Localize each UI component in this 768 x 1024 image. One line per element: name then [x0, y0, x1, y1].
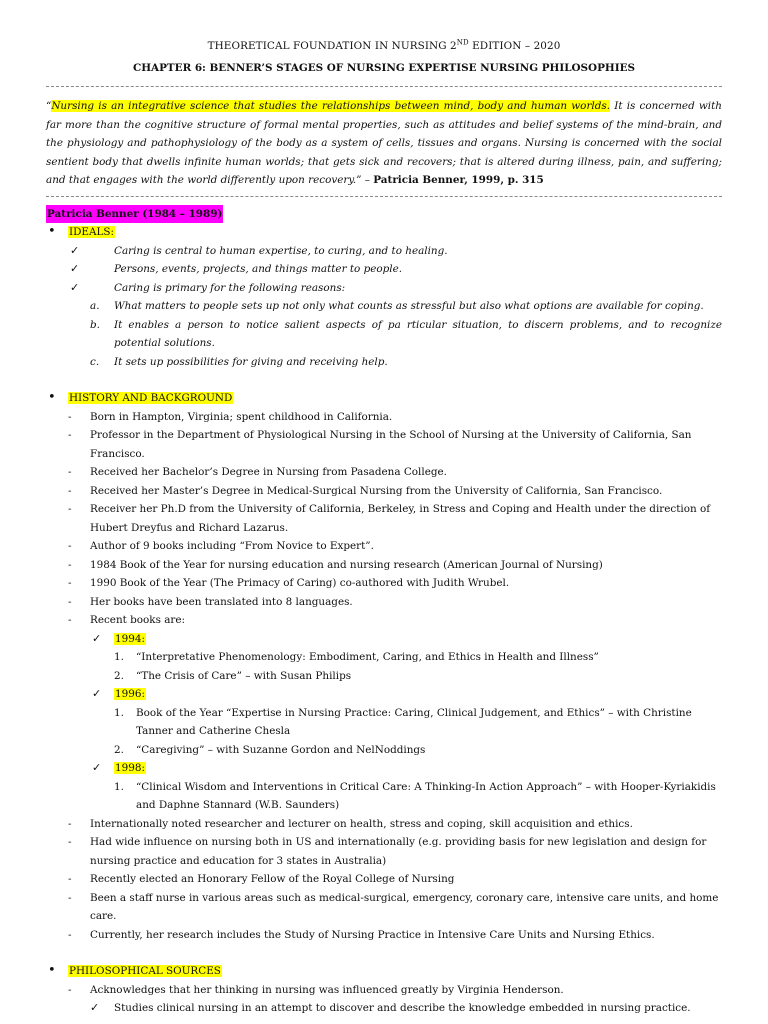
list-item-text: Caring is central to human expertise, to curing, and to healing.	[114, 244, 448, 257]
list-item-text: Recent books are:	[90, 614, 186, 627]
number-marker: 1.	[114, 780, 124, 793]
dash-marker: -	[68, 484, 72, 497]
list-item	[46, 741, 722, 760]
list-item	[46, 463, 722, 482]
list-item-text: Acknowledges that her thinking in nursing was influenced greatly by Virginia Henderson.	[90, 983, 564, 996]
dash-marker: -	[68, 891, 72, 904]
philosophical-section	[46, 962, 722, 981]
list-item: ✓ Studies clinical nursing in an attempt to discover and describe the knowledge embedded in nursing practice.	[46, 999, 722, 1018]
document-title: THEORETICAL FOUNDATION IN NURSING 2ND EDITION – 2020	[207, 38, 561, 52]
list-item	[46, 833, 722, 870]
list-item	[46, 482, 722, 501]
check-icon: ✓	[92, 687, 102, 701]
list-item	[46, 926, 722, 945]
list-item	[46, 408, 722, 427]
check-icon: ✓	[92, 761, 102, 775]
list-item-text: Her books have been translated into 8 languages.	[90, 595, 353, 608]
check-icon: ✓	[70, 243, 80, 257]
number-marker: 1.	[114, 706, 124, 719]
dash-marker: -	[68, 429, 72, 442]
number-marker: 2.	[114, 669, 124, 682]
list-item	[46, 242, 722, 261]
list-item-text: Book of the Year “Expertise in Nursing Practice: Caring, Clinical Judgement, and Ethics” – with Christine Tanner and Catherine Chesla	[136, 706, 692, 738]
dash-marker: -	[68, 817, 72, 830]
list-item-text: Had wide influence on nursing both in US and internationally (e.g. providing basis for new legislation and design for nursing practice and education for 3 states in Australia)	[90, 836, 707, 867]
list-item	[46, 279, 722, 298]
dash-marker: -	[68, 410, 72, 423]
list-marker: a.	[90, 300, 100, 313]
dash-marker: -	[68, 540, 72, 553]
list-item-text: Recently elected an Honorary Fellow of the Royal College of Nursing	[90, 873, 455, 886]
dash-marker: -	[68, 558, 72, 571]
divider	[46, 196, 722, 197]
quote-highlight: Nursing is an integrative science that studies the relationships between mind, body and human worlds.	[51, 100, 611, 112]
benner-quote: “Nursing is an integrative science that studies the relationships between mind, body and human worlds. It is concerned with far more than the cognitive structure of formal mental properties, such as attitudes and belief systems of the mind-brain, and the physiology and pathophysiology of the body as a system of cells, tissues and organs. Nursing is concerned with the social sentient body that dwells infinite human worlds; that gets sick and recovers; that is altered during illness, pain, and suffering; and that engages with the world differently upon recovery.” – Patricia Benner, 1999, p. 315	[46, 100, 722, 187]
dash-marker: -	[68, 873, 72, 886]
number-marker: 1.	[114, 651, 124, 664]
list-item	[46, 574, 722, 593]
divider	[46, 86, 722, 87]
list-item	[46, 556, 722, 575]
list-item	[46, 316, 722, 353]
list-item	[46, 537, 722, 556]
list-item-text: 1990 Book of the Year (The Primacy of Caring) co-authored with Judith Wrubel.	[90, 577, 510, 590]
ideals-section	[46, 223, 722, 242]
list-item-text: Professor in the Department of Physiological Nursing in the School of Nursing at the University of California, San Francisco.	[90, 429, 692, 460]
dash-marker: -	[68, 836, 72, 849]
list-item-text: “Interpretative Phenomenology: Embodiment, Caring, and Ethics in Health and Illness”	[136, 651, 599, 664]
list-item	[46, 778, 722, 815]
list-item-text: It sets up possibilities for giving and receiving help.	[114, 355, 388, 368]
check-icon: ✓	[70, 280, 80, 294]
list-item	[46, 260, 722, 279]
bullet-icon: •	[48, 224, 56, 240]
list-item	[46, 648, 722, 667]
list-item	[46, 353, 722, 372]
year-label: 1998:	[115, 762, 145, 775]
list-item	[46, 981, 722, 1000]
list-item	[46, 426, 722, 463]
check-icon: ✓	[90, 1001, 100, 1015]
list-item	[46, 500, 722, 537]
list-item-text: What matters to people sets up not only what counts as stressful but also what options are available for coping.	[114, 300, 704, 313]
history-heading: HISTORY AND BACKGROUND	[69, 392, 233, 405]
year-label: 1994:	[115, 632, 145, 645]
list-item	[46, 889, 722, 926]
ideals-heading: IDEALS:	[69, 226, 115, 239]
list-item	[46, 815, 722, 834]
number-marker: 2.	[114, 743, 124, 756]
dash-marker: -	[68, 614, 72, 627]
bullet-icon: •	[48, 963, 56, 979]
year-item	[46, 759, 722, 778]
list-item	[46, 611, 722, 630]
list-item-text: Currently, her research includes the Study of Nursing Practice in Intensive Care Units and Nursing Ethics.	[90, 928, 655, 941]
list-item	[46, 667, 722, 686]
check-icon: ✓	[92, 631, 102, 645]
person-heading: Patricia Benner (1984 – 1989)	[46, 205, 223, 224]
list-item-text: Born in Hampton, Virginia; spent childhood in California.	[90, 410, 393, 423]
list-item-text: 1984 Book of the Year for nursing education and nursing research (American Journal of Nursing)	[90, 558, 603, 571]
dash-marker: -	[68, 503, 72, 516]
list-item-text: Internationally noted researcher and lecturer on health, stress and coping, skill acquisition and ethics.	[90, 817, 633, 830]
list-item	[46, 297, 722, 316]
dash-marker: -	[68, 466, 72, 479]
list-item-text: Author of 9 books including “From Novice to Expert”.	[90, 540, 374, 553]
list-item-text: “Clinical Wisdom and Interventions in Critical Care: A Thinking-In Action Approach” – with Hooper-Kyriakidis and Daphne Stannard (W.B. Saunders)	[136, 780, 716, 812]
list-item	[46, 870, 722, 889]
list-item-text: Received her Bachelor’s Degree in Nursing from Pasadena College.	[90, 466, 447, 479]
list-item-text: Received her Master’s Degree in Medical-Surgical Nursing from the University of California, San Francisco.	[90, 484, 663, 497]
dash-marker: -	[68, 577, 72, 590]
chapter-title: CHAPTER 6: BENNER’S STAGES OF NURSING EXPERTISE NURSING PHILOSOPHIES	[132, 62, 636, 74]
list-item-text: Receiver her Ph.D from the University of California, Berkeley, in Stress and Coping and Health under the direction of Hubert Dreyfus and Richard Lazarus.	[90, 503, 711, 534]
list-item-text: “The Crisis of Care” – with Susan Philips	[136, 669, 352, 682]
history-section	[46, 389, 722, 408]
dash-marker: -	[68, 983, 72, 996]
list-item-text: “Caregiving” – with Suzanne Gordon and NelNoddings	[136, 743, 426, 756]
bullet-icon: •	[48, 390, 56, 406]
list-item-text: Persons, events, projects, and things matter to people.	[114, 263, 403, 276]
list-item-text: It enables a person to notice salient aspects of pa rticular situation, to discern problems, and to recognize potential solutions.	[114, 318, 722, 350]
year-label: 1996:	[115, 688, 145, 701]
check-icon: ✓	[70, 262, 80, 276]
quote-author: Patricia Benner, 1999, p. 315	[373, 174, 544, 187]
year-item	[46, 630, 722, 649]
dash-marker: -	[68, 928, 72, 941]
philosophical-heading: PHILOSOPHICAL SOURCES	[69, 965, 221, 978]
list-item-text: Been a staff nurse in various areas such as medical-surgical, emergency, coronary care, intensive care units, and home care.	[90, 891, 719, 923]
list-item	[46, 704, 722, 741]
dash-marker: -	[68, 595, 72, 608]
list-item-text: Caring is primary for the following reasons:	[114, 281, 346, 294]
list-marker: b.	[90, 318, 100, 331]
list-item	[46, 593, 722, 612]
year-item	[46, 685, 722, 704]
list-marker: c.	[90, 355, 100, 368]
